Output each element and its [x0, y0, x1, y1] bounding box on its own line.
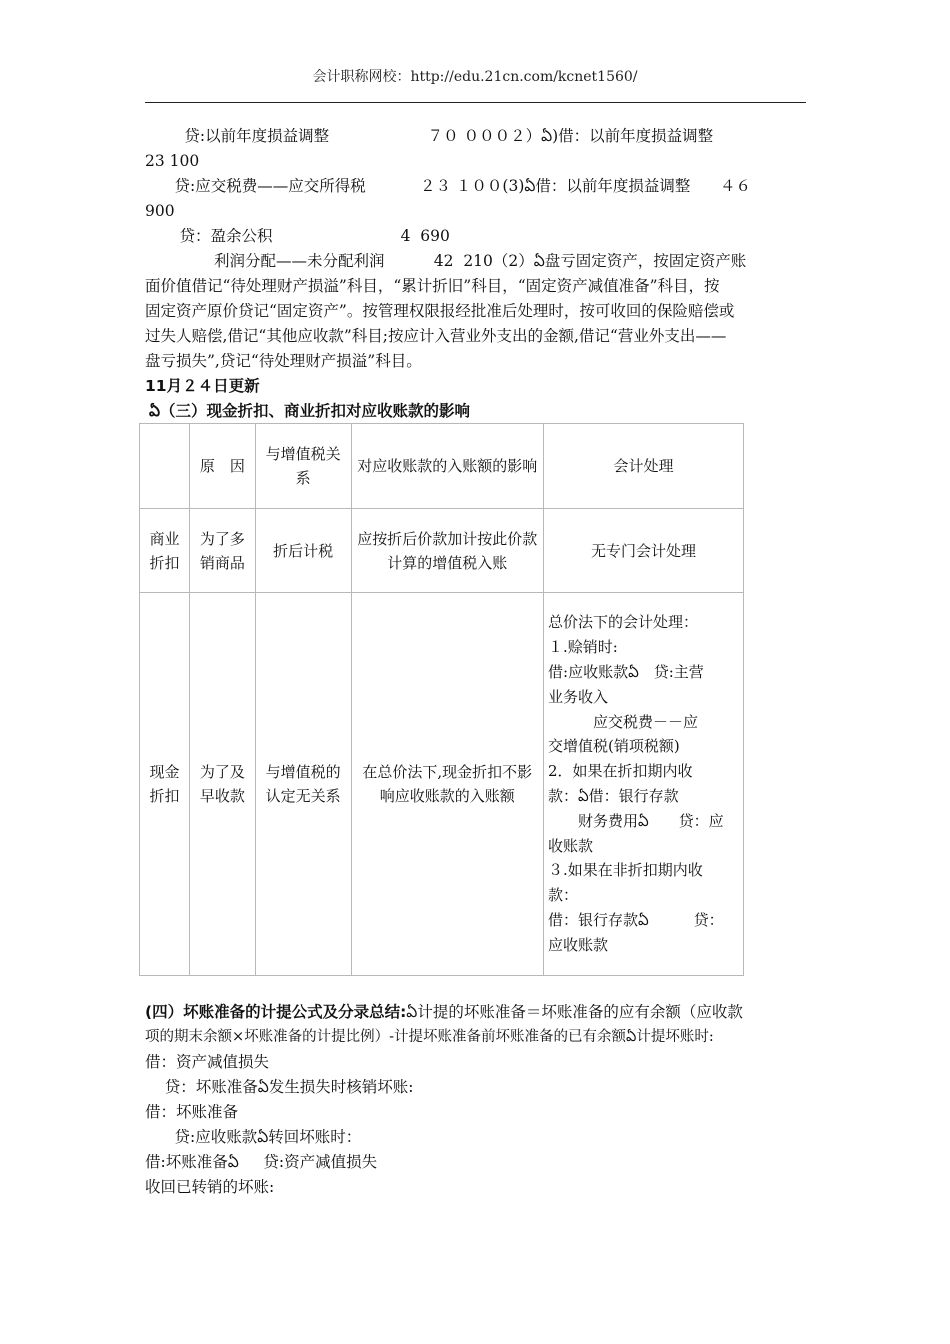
table-header-cell: 与增值税关系: [255, 424, 351, 509]
treatment-line: 应收账款: [548, 935, 609, 954]
treatment-line: 借:应收账款ఏ 贷:主营: [548, 663, 704, 682]
text-line: 900: [145, 202, 175, 220]
text-line: 贷：坏账准备ఏ发生损失时核销坏账:: [145, 1078, 414, 1096]
treatment-line: 财务费用ఏ 贷：应: [548, 811, 724, 830]
section-4-title: (四）坏账准备的计提公式及分录总结:: [145, 1003, 407, 1021]
text-line: ఏ计提的坏账准备＝坏账准备的应有余额（应收款: [406, 1003, 743, 1021]
row-impact: 在总价法下,现金折扣不影响应收账款的入账额: [351, 593, 543, 976]
row-reason: 为了多销商品: [189, 509, 255, 593]
table-header-cell: [140, 424, 190, 509]
text-line: 借：坏账准备: [145, 1103, 239, 1121]
row-reason: 为了及早收款: [189, 593, 255, 976]
table-header-cell: 对应收账款的入账额的影响: [351, 424, 543, 509]
treatment-line: 款：ఏ借：银行存款: [548, 787, 679, 805]
row-treatment: 无专门会计处理: [544, 509, 744, 593]
page-header: 会计职称网校：http://edu.21cn.com/kcnet1560/: [312, 69, 638, 85]
table-row: [140, 593, 744, 976]
discount-comparison-table: [139, 423, 744, 976]
header-divider: [145, 102, 806, 103]
table-row: [140, 509, 744, 593]
text-line: 贷:应交税费——应交所得税 ２３ １００(3)ఏ借：以前年度损益调整 ４６: [145, 177, 751, 195]
update-date: 11月２４日更新: [145, 377, 260, 395]
text-line: 面价值借记“待处理财产损溢”科目，“累计折旧”科目，“固定资产减值准备”科目，按: [145, 277, 720, 295]
text-line: 利润分配——未分配利润 42 210（2）ఏ盘亏固定资产，按固定资产账: [145, 252, 747, 270]
row-treatment: [544, 593, 744, 976]
text-line: 贷：盈余公积 4 690: [145, 227, 450, 245]
text-line: 过失人赔偿,借记“其他应收款”科目;按应计入营业外支出的金额,借记“营业外支出——: [145, 327, 727, 345]
text-line: 固定资产原价贷记“固定资产”。按管理权限报经批准后处理时，按可收回的保险赔偿或: [145, 302, 735, 320]
treatment-line: 2．如果在折扣期内收: [548, 762, 693, 781]
text-line: 收回已转销的坏账:: [145, 1178, 275, 1196]
treatment-line: 收账款: [548, 836, 594, 855]
treatment-line: 业务收入: [548, 687, 609, 706]
treatment-line: 款：: [548, 886, 579, 905]
text-line: 贷:应收账款ఏ转回坏账时：: [145, 1128, 362, 1146]
text-line: 贷:以前年度损益调整 ７０ ０００２）ఏ)借：以前年度损益调整: [145, 127, 714, 145]
section-3-title: ఏ（三）现金折扣、商业折扣对应收账款的影响: [149, 402, 471, 420]
treatment-line: １.赊销时:: [548, 638, 618, 657]
table-header-row: [140, 424, 744, 509]
text-line: 23 100: [145, 152, 200, 170]
row-name: 商业折扣: [140, 509, 190, 593]
row-vat: 折后计税: [255, 509, 351, 593]
text-line: 借：资产减值损失: [145, 1053, 270, 1071]
row-impact: 应按折后价款加计按此价款计算的增值税入账: [351, 509, 543, 593]
text-line: 盘亏损失”,贷记“待处理财产损溢”科目。: [145, 352, 422, 370]
treatment-line: 应交税费－－应: [548, 712, 699, 731]
row-name: 现金折扣: [140, 593, 190, 976]
text-line: 项的期末余额×坏账准备的计提比例）-计提坏账准备前坏账准备的已有余额ఏ计提坏账时:: [145, 1029, 714, 1045]
treatment-line: ３.如果在非折扣期内收: [548, 861, 703, 880]
intro-section: [145, 124, 810, 424]
treatment-line: 交增值税(销项税额): [548, 737, 680, 756]
table-header-cell: 会计处理: [544, 424, 744, 509]
text-line: 借:坏账准备ఏ 贷:资产减值损失: [145, 1153, 378, 1171]
row-vat: 与增值税的认定无关系: [255, 593, 351, 976]
section-4: [145, 1000, 813, 1200]
table-header-cell: 原 因: [189, 424, 255, 509]
treatment-line: 借：银行存款ఏ 贷：: [548, 910, 724, 929]
treatment-line: 总价法下的会计处理：: [548, 613, 699, 632]
